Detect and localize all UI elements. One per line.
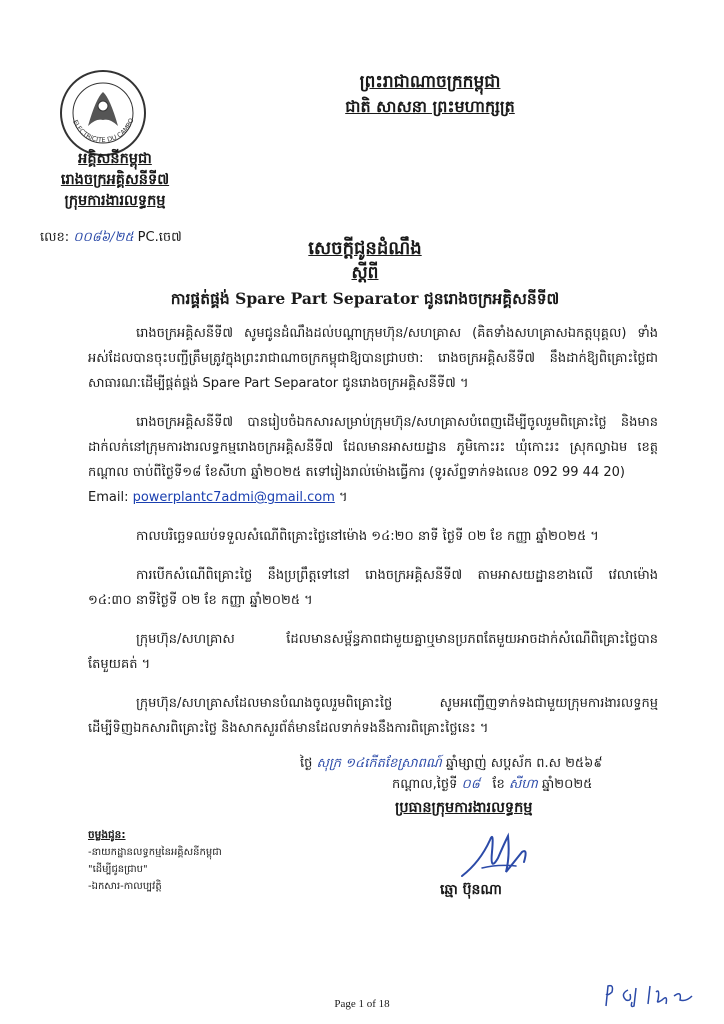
page-number: Page 1 of 18 — [334, 998, 390, 1010]
solar-date — [392, 774, 592, 796]
notice-about: ស្តីពី — [351, 263, 379, 283]
email-link[interactable]: powerplantc7admi@gmail.com — [132, 490, 335, 505]
national-motto: ជាតិ សាសនា ព្រះមហាក្សត្រ — [345, 97, 515, 116]
cc-purpose: "ដើម្បីជូនជ្រាប" — [88, 864, 148, 875]
contact-email-line — [88, 485, 658, 510]
organization-block — [40, 148, 190, 211]
paragraph-announcement: រោងចក្រអគ្គិសនីទី៧ សូមជូនដំណឹងដល់បណ្តាក្រុមហ៊ុន/សហគ្រាស (គិតទាំងសហគ្រាសឯកត្តបុគ្គល) ទាំងអស់ដែលបានចុះបញ្ជីត្រឹមត្រូវក្នុងព្រះរាជាណាចក្រកម្ពុជាឱ្យបានជ្រាបថា: រោងចក្រអគ្គិសនីទី៧ នឹងដាក់ឱ្យពិគ្រោះថ្លៃជាសាធារណៈដើម្បីផ្គត់ផ្គង់ Spare Part Separator ជូនរោងចក្រអគ្គិសនីទី៧ ។ — [88, 326, 658, 391]
handwritten-initials-icon — [600, 980, 710, 1010]
lunar-date — [300, 753, 603, 775]
cc-heading: ចម្លងជូន: — [88, 829, 126, 841]
carbon-copy-block — [88, 827, 222, 895]
lunar-date-suffix: ឆ្នាំម្សាញ់ សប្តស័ក ព.ស ២៥៦៩ — [445, 756, 603, 771]
handwritten-signature-icon — [452, 822, 542, 884]
paragraph-opening: ការបើកសំណើពិគ្រោះថ្លៃ នឹងប្រព្រឹត្តទៅនៅ រោងចក្រអគ្គិសនីទី៧ តាមអាសយដ្ឋានខាងលើ វេលាម៉ោង ១៤:៣០ នាទីថ្ងៃទី ០២ ខែ កញ្ញា ឆ្នាំ២០២៥ ។ — [88, 568, 658, 608]
email-line-end: ។ — [339, 490, 348, 505]
solar-day: ០៨ — [461, 777, 480, 792]
solar-month-label: ខែ — [492, 777, 505, 792]
email-label: Email: — [88, 490, 129, 505]
lunar-date-handwritten: សុក្រ ១៤កើតខែស្រាពណ៍ — [316, 756, 442, 771]
reference-label: លេខ: — [40, 230, 70, 245]
solar-date-prefix: កណ្តាល,ថ្ងៃទី — [392, 777, 458, 792]
company-seal-icon — [58, 68, 148, 158]
organization-name: អគ្គិសនីកម្ពុជា — [78, 150, 152, 167]
notice-subject: ការផ្គត់ផ្គង់ Spare Part Separator ជូនរោងចក្រអគ្គិសនីទី៧ — [170, 289, 560, 308]
solar-year: ឆ្នាំ២០២៥ — [541, 777, 593, 792]
reference-handwritten-number: ០០៨៦/២៥ — [73, 230, 134, 245]
cc-recipient: -នាយកដ្ឋានលទ្ធកម្មនៃអគ្គិសនីកម្ពុជា — [88, 847, 222, 858]
kingdom-header: ព្រះរាជាណាចក្រកម្ពុជា — [359, 72, 501, 92]
notice-body — [88, 321, 658, 755]
paragraph-deadline: កាលបរិច្ឆេទឈប់ទទួលសំណើពិគ្រោះថ្លៃនៅម៉ោង ១៤:២០ នាទី ថ្ងៃទី ០២ ខែ កញ្ញា ឆ្នាំ២០២៥ ។ — [136, 529, 599, 544]
reference-number — [40, 229, 182, 247]
power-plant-name: រោងចក្រអគ្គិសនីទី៧ — [60, 171, 170, 188]
lunar-date-prefix: ថ្ងៃ — [300, 756, 313, 771]
notice-title: សេចក្តីជូនដំណឹង — [308, 238, 422, 259]
solar-month: សីហា — [508, 777, 538, 792]
seal-text: ELECTRICITE DU CAMBO — [71, 117, 136, 145]
signatory-title: ប្រធានក្រុមការងារលទ្ធកម្ម — [395, 799, 533, 816]
reference-suffix: PC.ចេ៧ — [137, 230, 182, 245]
signer-name: ឆ្មោ ប៊ុនណា — [440, 882, 502, 898]
paragraph-contact: ក្រុមហ៊ុន/សហគ្រាសដែលមានបំណងចូលរួមពិគ្រោះថ្លៃ សូមអញ្ជើញទាក់ទងជាមួយក្រុមការងារលទ្ធកម្មដើម្បីទិញឯកសារពិគ្រោះថ្លៃ និងសាកសួរព័ត៌មានដែលទាក់ទងនឹងការពិគ្រោះថ្លៃនេះ ។ — [88, 696, 658, 736]
paragraph-documents: រោងចក្រអគ្គិសនីទី៧ បានរៀបចំឯកសារសម្រាប់ក្រុមហ៊ុន/សហគ្រាសបំពេញដើម្បីចូលរួមពិគ្រោះថ្លៃ និងមានដាក់លក់នៅក្រុមការងារលទ្ធកម្មរោងចក្រអគ្គិសនីទី៧ ដែលមានអាសយដ្ឋាន ភូមិកោះរះ ឃុំកោះរះ ស្រុកល្វាឯម ខេត្តកណ្តាល ចាប់ពីថ្ងៃទី១៨ ខែសីហា ឆ្នាំ២០២៥ តទៅរៀងរាល់ម៉ោងធ្វើការ (ទូរស័ព្ទទាក់ទងលេខ 092 99 44 20) — [88, 415, 658, 480]
cc-archive: -ឯកសារ-កាលប្បវត្តិ — [88, 881, 162, 892]
procurement-team-name: ក្រុមការងារលទ្ធកម្ម — [64, 192, 166, 209]
paragraph-affiliation: ក្រុមហ៊ុន/សហគ្រាស ដែលមានសម្ព័ន្ធភាពជាមួយគ្នាឬមានប្រភពតែមួយអាចដាក់សំណើពិគ្រោះថ្លៃបានតែមួយគត់ ។ — [88, 632, 658, 672]
